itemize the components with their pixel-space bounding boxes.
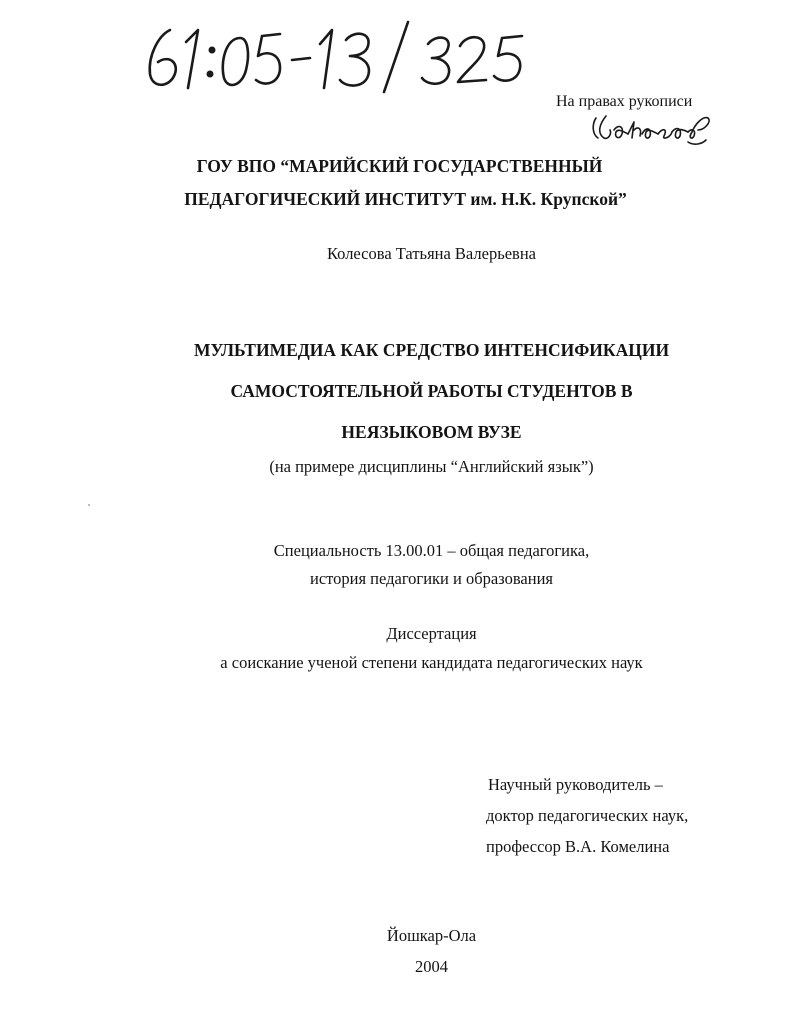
dissertation-purpose: а соискание ученой степени кандидата педагогических наук: [220, 653, 643, 672]
dissertation-label: Диссертация: [386, 624, 477, 643]
institution-line-2: ПЕДАГОГИЧЕСКИЙ ИНСТИТУТ им. Н.К. Крупской”: [184, 189, 627, 209]
author-name: Колесова Татьяна Валерьевна: [326, 244, 537, 263]
dissertation-title: [0, 330, 799, 453]
rights-notice: На правах рукописи: [556, 93, 693, 110]
year: 2004: [415, 957, 448, 976]
supervisor-name: профессор В.А. Комелина: [486, 837, 670, 856]
handwritten-archive-number: [140, 14, 560, 94]
institution-name: [0, 150, 799, 216]
title-subtitle: (на примере дисциплины “Английский язык”): [269, 457, 594, 476]
supervisor-degree: доктор педагогических наук,: [486, 806, 689, 825]
place-and-year: [0, 920, 799, 982]
title-line-1: МУЛЬТИМЕДИА КАК СРЕДСТВО ИНТЕНСИФИКАЦИИ: [193, 340, 670, 360]
supervisor-role: Научный руководитель –: [488, 775, 663, 794]
scan-speck: [88, 504, 90, 506]
title-line-2: САМОСТОЯТЕЛЬНОЙ РАБОТЫ СТУДЕНТОВ В: [230, 381, 633, 401]
dissertation-info: [0, 619, 799, 677]
specialty-line-1: Специальность 13.00.01 – общая педагогика,: [273, 541, 590, 560]
specialty: [0, 537, 799, 593]
institution-line-1: ГОУ ВПО “МАРИЙСКИЙ ГОСУДАРСТВЕННЫЙ: [196, 156, 603, 176]
title-line-3: НЕЯЗЫКОВОМ ВУЗЕ: [341, 422, 522, 442]
city: Йошкар-Ола: [386, 926, 477, 945]
supervisor-block: [486, 769, 688, 862]
specialty-line-2: история педагогики и образования: [309, 569, 553, 588]
author-signature: [588, 108, 718, 150]
